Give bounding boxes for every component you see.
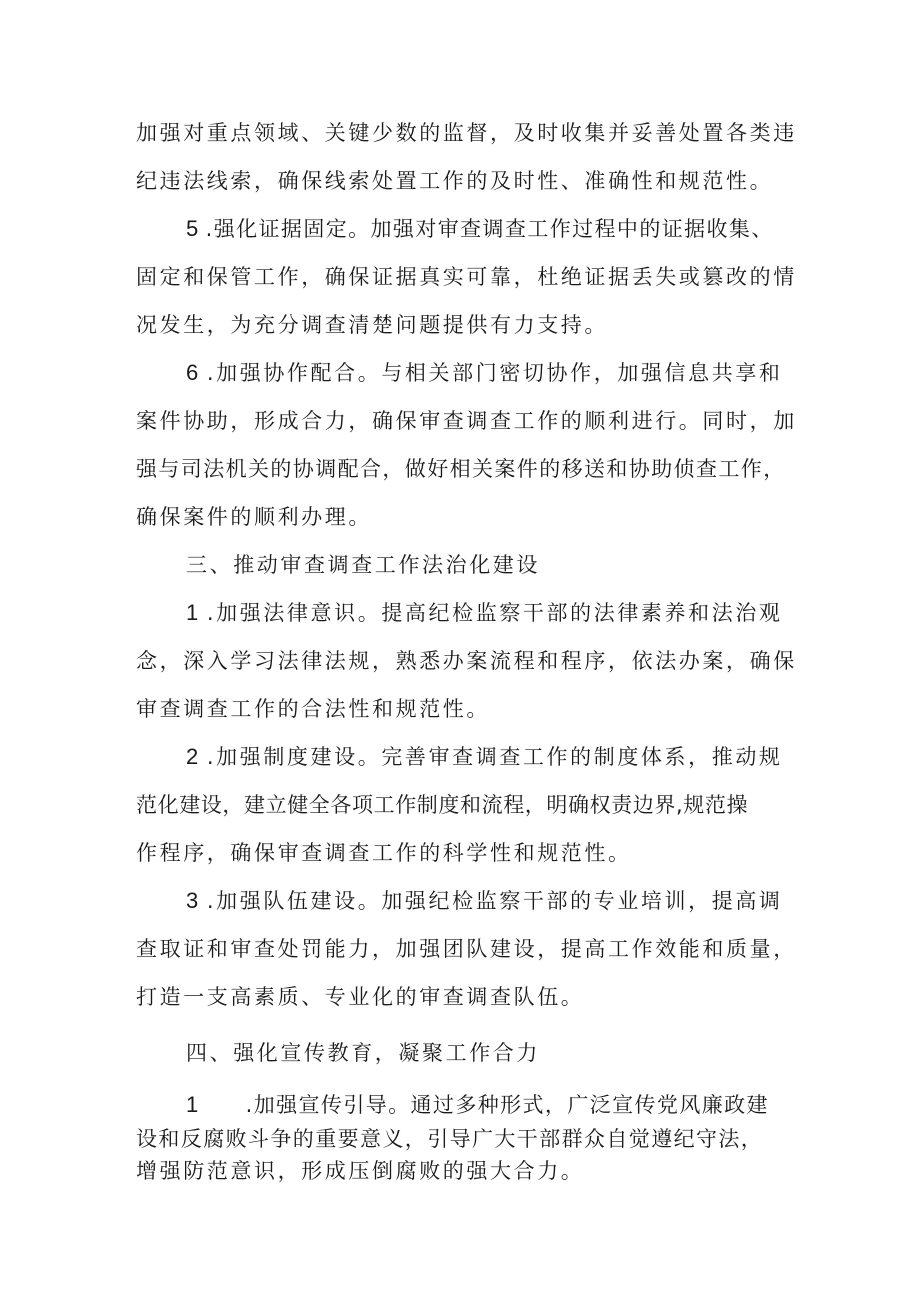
section-heading: 四、强化宣传教育，凝聚工作合力 xyxy=(186,1041,540,1065)
section-heading: 三、推动审查调查工作法治化建设 xyxy=(186,553,540,577)
numbered-item-5 xyxy=(186,214,816,244)
numbered-item-2 xyxy=(186,742,816,772)
item-text: .加强宣传引导。通过多种形式，广泛宣传党风廉政建 xyxy=(245,1093,769,1117)
numbered-item-1 xyxy=(186,598,816,628)
paragraph-line: 加强对重点领域、关键少数的监督，及时收集并妥善处置各类违 xyxy=(136,121,797,145)
paragraph-line: 念，深入学习法律法规，熟悉办案流程和程序，依法办案，确保 xyxy=(136,649,797,673)
paragraph-line: 况发生，为充分调查清楚问题提供有力支持。 xyxy=(136,313,608,337)
item-number: 1 xyxy=(186,600,201,625)
paragraph-line: 确保案件的顺利办理。 xyxy=(136,505,372,529)
paragraph-line: 作程序，确保审查调查工作的科学性和规范性。 xyxy=(136,841,632,865)
paragraph-line: 纪违法线索，确保线索处置工作的及时性、准确性和规范性。 xyxy=(136,169,774,193)
item-number: 1 xyxy=(186,1092,200,1117)
paragraph-line: 强与司法机关的协调配合，做好相关案件的移送和协助侦查工作， xyxy=(136,457,786,481)
numbered-item-6 xyxy=(186,358,816,388)
item-text: .强化证据固定。加强对审查调查工作过程中的证据收集、 xyxy=(205,217,774,241)
paragraph-line: 审查调查工作的合法性和规范性。 xyxy=(136,697,490,721)
item-number: 2 xyxy=(186,744,201,769)
item-text: .加强制度建设。完善审查调查工作的制度体系，推动规 xyxy=(206,745,783,769)
numbered-item-1 xyxy=(186,1090,816,1120)
item-number: 3 xyxy=(186,888,201,913)
paragraph-line: 增强防范意识，形成压倒腐败的强大合力。 xyxy=(136,1159,585,1183)
item-text: .加强法律意识。提高纪检监察干部的法律素养和法治观 xyxy=(206,601,783,625)
item-text: .加强协作配合。与相关部门密切协作，加强信息共享和 xyxy=(206,361,783,385)
paragraph-line: 设和反腐败斗争的重要意义，引导广大干部群众自觉遵纪守法， xyxy=(136,1127,764,1151)
paragraph-line: 查取证和审查处罚能力，加强团队建设，提高工作效能和质量， xyxy=(136,937,797,961)
item-number: 5 xyxy=(186,216,200,241)
paragraph-line: 打造一支高素质、专业化的审查调查队伍。 xyxy=(136,985,585,1009)
numbered-item-3 xyxy=(186,886,816,916)
paragraph-line: 案件协助，形成合力，确保审查调查工作的顺利进行。同时，加 xyxy=(136,409,797,433)
item-number: 6 xyxy=(186,360,201,385)
item-text: .加强队伍建设。加强纪检监察干部的专业培训，提高调 xyxy=(206,889,783,913)
paragraph-line: 范化建设，建立健全各项工作制度和流程，明确权责边界,规范操 xyxy=(136,793,749,817)
paragraph-line: 固定和保管工作，确保证据真实可靠，杜绝证据丢失或篡改的情 xyxy=(136,265,797,289)
